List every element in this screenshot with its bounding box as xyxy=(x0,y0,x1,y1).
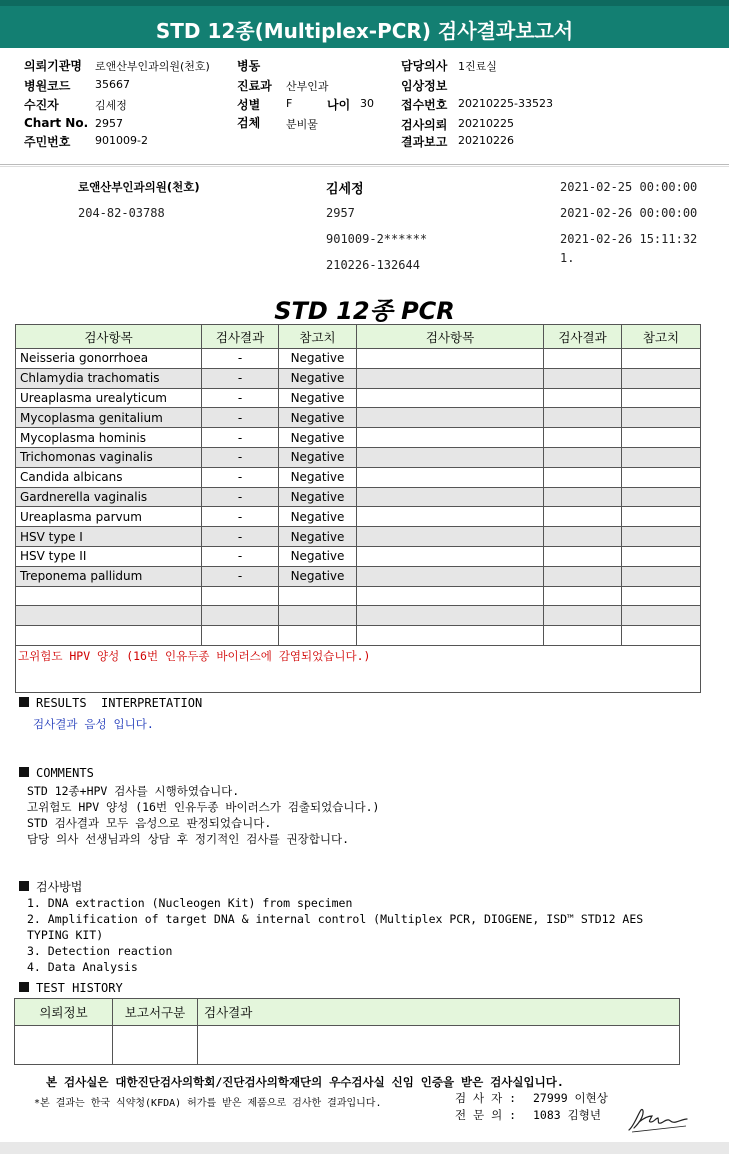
interpretation-heading-text: RESULTS INTERPRETATION xyxy=(36,696,203,710)
cell-reference: Negative xyxy=(279,447,357,467)
cell-result-2 xyxy=(544,467,622,487)
cell-reference: Negative xyxy=(279,467,357,487)
header-value-patient: 김세정 xyxy=(95,99,127,112)
report-title: STD 12종(Multiplex-PCR) 검사결과보고서 xyxy=(155,19,574,43)
header-divider-light xyxy=(0,166,729,167)
header-label-requester: 의뢰기관명 xyxy=(24,59,82,73)
cell-result-2 xyxy=(544,626,622,646)
cell-reference-2 xyxy=(622,388,701,408)
certification-text: 본 검사실은 대한진단검사의학회/진단검사의학재단의 우수검사실 신임 인증을 받은 검사실입니다. xyxy=(46,1075,564,1089)
table-row xyxy=(16,606,701,626)
col-header-result: 검사결과 xyxy=(202,325,279,349)
tester-label: 검 사 자 : xyxy=(455,1091,517,1105)
cell-result: - xyxy=(202,408,279,428)
cell-result: - xyxy=(202,507,279,527)
cell-item: Chlamydia trachomatis xyxy=(16,368,202,388)
history-table xyxy=(14,998,680,1065)
history-col-request: 의뢰정보 xyxy=(15,999,113,1026)
table-row xyxy=(16,546,701,566)
cell-reference-2 xyxy=(622,368,701,388)
cell-result-2 xyxy=(544,507,622,527)
table-row xyxy=(16,388,701,408)
cell-reference-2 xyxy=(622,447,701,467)
header-label-report-date: 결과보고 xyxy=(401,135,448,149)
cell-reference: Negative xyxy=(279,388,357,408)
method-line: 1. DNA extraction (Nucleogen Kit) from specimen xyxy=(27,896,353,910)
history-col-result: 검사결과 xyxy=(198,999,680,1026)
history-row xyxy=(15,1026,680,1065)
sub-biz-no: 204-82-03788 xyxy=(78,206,165,220)
cell-item: Mycoplasma genitalium xyxy=(16,408,202,428)
cell-reference: Negative xyxy=(279,546,357,566)
header-value-doctor: 1진료실 xyxy=(458,60,497,73)
cell-item-2 xyxy=(357,388,544,408)
cell-reference-2 xyxy=(622,566,701,586)
cell-reference-2 xyxy=(622,586,701,606)
method-line: 4. Data Analysis xyxy=(27,960,138,974)
cell-reference: Negative xyxy=(279,408,357,428)
results-table xyxy=(15,324,701,693)
cell-item: Ureaplasma urealyticum xyxy=(16,388,202,408)
comment-line: STD 검사결과 모두 음성으로 판정되었습니다. xyxy=(27,816,272,830)
cell-item-2 xyxy=(357,507,544,527)
cell-result-2 xyxy=(544,586,622,606)
cell-result: - xyxy=(202,566,279,586)
header-label-request-date: 검사의뢰 xyxy=(401,118,448,132)
col-header-reference: 참고치 xyxy=(279,325,357,349)
cell-item-2 xyxy=(357,349,544,369)
cell-reference-2 xyxy=(622,507,701,527)
cell-result: - xyxy=(202,368,279,388)
table-row xyxy=(16,566,701,586)
specialist-name: 1083 김형년 xyxy=(533,1108,601,1122)
cell-reference xyxy=(279,586,357,606)
cell-result-2 xyxy=(544,408,622,428)
cell-reference-2 xyxy=(622,428,701,448)
table-row xyxy=(16,467,701,487)
specialist-label: 전 문 의 : xyxy=(455,1108,517,1122)
header-value-chart-no: 2957 xyxy=(95,117,123,130)
header-label-patient: 수진자 xyxy=(24,98,59,112)
cell-item-2 xyxy=(357,586,544,606)
cell-item-2 xyxy=(357,428,544,448)
cell-result-2 xyxy=(544,447,622,467)
col-header-reference-2: 참고치 xyxy=(622,325,701,349)
method-line: 2. Amplification of target DNA & internal control (Multiplex PCR, DIOGENE, ISD™ STD12 AES xyxy=(27,912,644,926)
comment-line: 고위험도 HPV 양성 (16번 인유두종 바이러스가 검출되었습니다.) xyxy=(27,800,380,814)
cell-item-2 xyxy=(357,447,544,467)
cell-item xyxy=(16,626,202,646)
main-title: STD 12종 PCR xyxy=(274,297,455,325)
cell-reference xyxy=(279,626,357,646)
cell-reference: Negative xyxy=(279,527,357,547)
header-value-request-date: 20210225 xyxy=(458,117,514,130)
cell-result-2 xyxy=(544,527,622,547)
header-label-clinical-info: 임상정보 xyxy=(401,79,448,93)
table-row xyxy=(16,428,701,448)
cell-item-2 xyxy=(357,487,544,507)
cell-reference-2 xyxy=(622,546,701,566)
history-cell xyxy=(15,1026,113,1065)
cell-item: Mycoplasma hominis xyxy=(16,428,202,448)
header-value-hospital-code: 35667 xyxy=(95,78,130,91)
cell-item: Ureaplasma parvum xyxy=(16,507,202,527)
cell-result: - xyxy=(202,546,279,566)
history-col-report-type: 보고서구분 xyxy=(113,999,198,1026)
col-header-result-2: 검사결과 xyxy=(544,325,622,349)
method-heading xyxy=(19,878,82,895)
header-label-age: 나이 xyxy=(327,98,351,112)
section-bullet-icon xyxy=(19,881,29,891)
cell-item: Treponema pallidum xyxy=(16,566,202,586)
cell-result: - xyxy=(202,447,279,467)
cell-reference: Negative xyxy=(279,487,357,507)
header-label-ward: 병동 xyxy=(237,59,261,73)
sub-date-2: 2021-02-26 00:00:00 xyxy=(560,206,698,220)
cell-item-2 xyxy=(357,626,544,646)
cell-result: - xyxy=(202,527,279,547)
cell-item xyxy=(16,586,202,606)
table-row xyxy=(16,507,701,527)
table-row xyxy=(16,447,701,467)
cell-item-2 xyxy=(357,606,544,626)
comments-heading-text: COMMENTS xyxy=(36,766,94,780)
cell-item: HSV type I xyxy=(16,527,202,547)
header-value-department: 산부인과 xyxy=(286,80,329,93)
cell-item: Trichomonas vaginalis xyxy=(16,447,202,467)
section-bullet-icon xyxy=(19,982,29,992)
sub-date-1: 2021-02-25 00:00:00 xyxy=(560,180,698,194)
signature-icon xyxy=(626,1104,690,1134)
cell-item: Candida albicans xyxy=(16,467,202,487)
cell-item-2 xyxy=(357,368,544,388)
header-label-specimen: 검체 xyxy=(237,116,261,130)
cell-result-2 xyxy=(544,428,622,448)
kfda-note: *본 결과는 한국 식약청(KFDA) 허가를 받은 제품으로 검사한 결과입니다. xyxy=(34,1098,382,1109)
cell-reference: Negative xyxy=(279,368,357,388)
results-header-row xyxy=(16,325,701,349)
cell-reference-2 xyxy=(622,467,701,487)
cell-reference xyxy=(279,606,357,626)
cell-item-2 xyxy=(357,408,544,428)
header-value-rrn: 901009-2 xyxy=(95,134,148,147)
cell-result xyxy=(202,586,279,606)
header-label-doctor: 담당의사 xyxy=(401,59,448,73)
history-cell xyxy=(113,1026,198,1065)
cell-item: Gardnerella vaginalis xyxy=(16,487,202,507)
cell-reference-2 xyxy=(622,349,701,369)
method-line: 3. Detection reaction xyxy=(27,944,173,958)
cell-reference-2 xyxy=(622,487,701,507)
cell-item-2 xyxy=(357,467,544,487)
cell-result xyxy=(202,606,279,626)
cell-result-2 xyxy=(544,388,622,408)
cell-result xyxy=(202,626,279,646)
header-value-receipt-no: 20210225-33523 xyxy=(458,97,553,110)
tester-name: 27999 이현상 xyxy=(533,1091,608,1105)
header-value-sex: F xyxy=(286,97,293,110)
table-row xyxy=(16,527,701,547)
cell-item: Neisseria gonorrhoea xyxy=(16,349,202,369)
cell-result: - xyxy=(202,487,279,507)
comment-line: 담당 의사 선생님과의 상담 후 정기적인 검사를 권장합니다. xyxy=(27,832,350,846)
header-value-report-date: 20210226 xyxy=(458,134,514,147)
history-cell xyxy=(198,1026,680,1065)
table-row xyxy=(16,586,701,606)
comment-line: STD 12종+HPV 검사를 시행하였습니다. xyxy=(27,784,240,798)
cell-reference-2 xyxy=(622,408,701,428)
interpretation-text: 검사결과 음성 입니다. xyxy=(33,717,154,731)
cell-reference-2 xyxy=(622,606,701,626)
sub-clinic: 로앤산부인과의원(천호) xyxy=(78,180,200,194)
table-row xyxy=(16,487,701,507)
table-row xyxy=(16,349,701,369)
hpv-note: 고위험도 HPV 양성 (16번 인유두종 바이러스에 감염되었습니다.) xyxy=(16,645,701,692)
sub-date-3: 2021-02-26 15:11:32 xyxy=(560,232,698,246)
header-value-specimen: 분비물 xyxy=(286,118,318,131)
cell-reference: Negative xyxy=(279,566,357,586)
cell-reference-2 xyxy=(622,626,701,646)
cell-reference: Negative xyxy=(279,428,357,448)
cell-result-2 xyxy=(544,606,622,626)
cell-item-2 xyxy=(357,566,544,586)
method-line: TYPING KIT) xyxy=(27,928,104,942)
history-header-row xyxy=(15,999,680,1026)
cell-item: HSV type II xyxy=(16,546,202,566)
table-row xyxy=(16,368,701,388)
cell-item xyxy=(16,606,202,626)
header-label-chart-no: Chart No. xyxy=(24,116,89,130)
table-row xyxy=(16,408,701,428)
cell-reference-2 xyxy=(622,527,701,547)
cell-reference: Negative xyxy=(279,349,357,369)
header-label-department: 진료과 xyxy=(237,79,272,93)
cell-result: - xyxy=(202,388,279,408)
table-row xyxy=(16,626,701,646)
cell-reference: Negative xyxy=(279,507,357,527)
history-heading-text: TEST HISTORY xyxy=(36,981,123,995)
section-bullet-icon xyxy=(19,767,29,777)
header-value-requester: 로앤산부인과의원(천호) xyxy=(95,60,210,73)
cell-item-2 xyxy=(357,527,544,547)
cell-result: - xyxy=(202,428,279,448)
cell-result-2 xyxy=(544,546,622,566)
cell-result-2 xyxy=(544,487,622,507)
sub-rrn: 901009-2****** xyxy=(326,232,428,246)
sub-sample-no: 210226-132644 xyxy=(326,258,420,272)
cell-result-2 xyxy=(544,566,622,586)
sub-page: 1. xyxy=(560,251,575,265)
header-label-hospital-code: 병원코드 xyxy=(24,79,71,93)
cell-result: - xyxy=(202,467,279,487)
cell-result-2 xyxy=(544,349,622,369)
page-bottom-band xyxy=(0,1142,729,1154)
history-heading xyxy=(19,981,123,995)
header-value-age: 30 xyxy=(360,97,374,110)
sub-chart: 2957 xyxy=(326,206,355,220)
cell-result: - xyxy=(202,349,279,369)
method-heading-text: 검사방법 xyxy=(36,880,83,894)
sub-patient-name: 김세정 xyxy=(326,182,364,197)
header-label-rrn: 주민번호 xyxy=(24,135,71,149)
comments-heading xyxy=(19,766,94,780)
title-bar xyxy=(0,0,729,48)
interpretation-heading xyxy=(19,696,202,710)
col-header-item-2: 검사항목 xyxy=(357,325,544,349)
header-divider xyxy=(0,164,729,165)
cell-item-2 xyxy=(357,546,544,566)
cell-result-2 xyxy=(544,368,622,388)
header-label-sex: 성별 xyxy=(237,98,261,112)
header-label-receipt-no: 접수번호 xyxy=(401,98,448,112)
col-header-item: 검사항목 xyxy=(16,325,202,349)
section-bullet-icon xyxy=(19,697,29,707)
